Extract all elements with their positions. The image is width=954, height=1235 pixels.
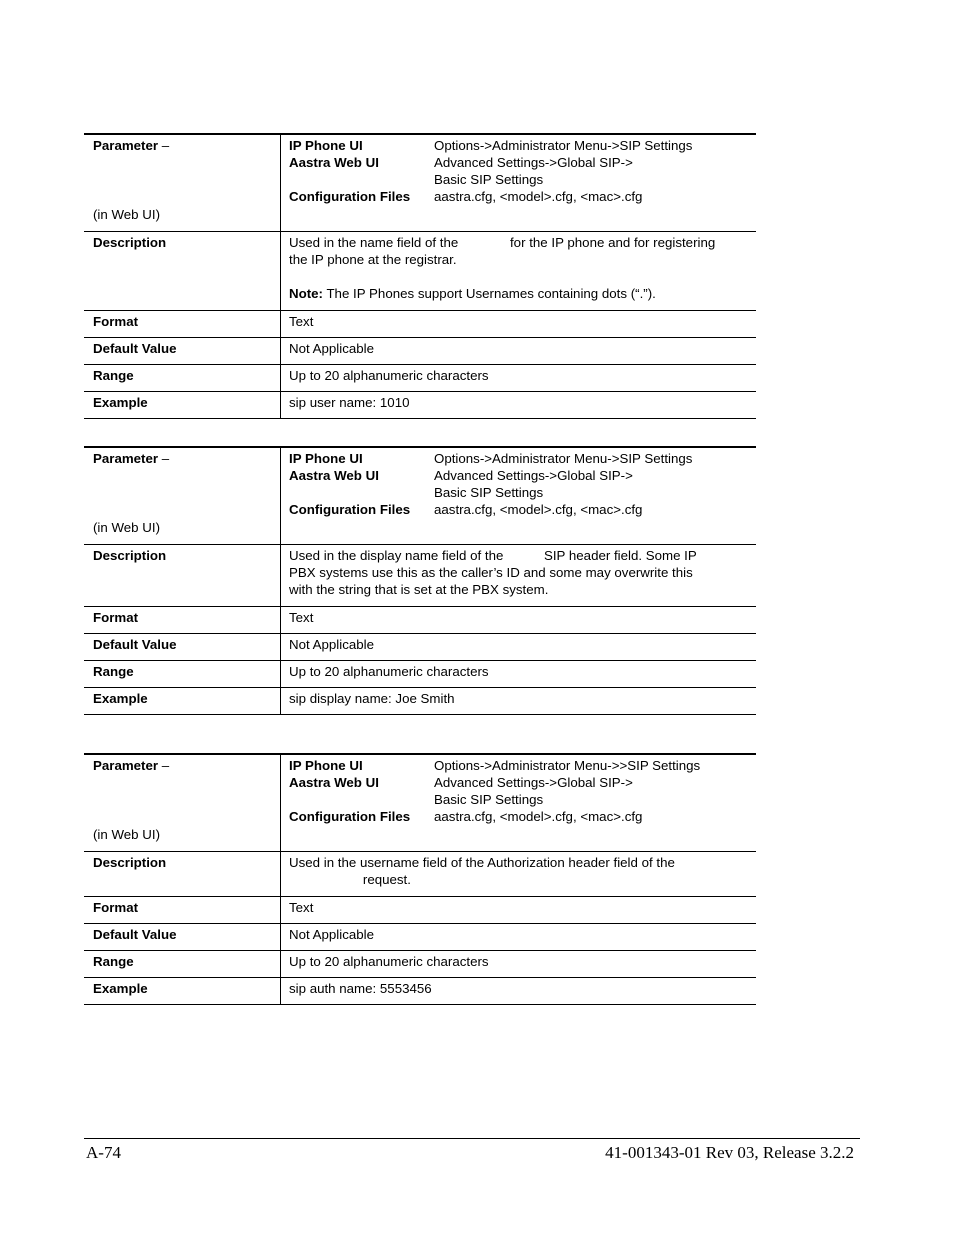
attribute-value: Up to 20 alphanumeric characters	[289, 954, 489, 969]
parameter-label: Parameter	[93, 758, 159, 773]
location-value	[434, 467, 756, 501]
description-row	[84, 545, 756, 607]
description-text	[281, 232, 756, 310]
parameter-row	[84, 135, 756, 232]
parameter-table	[84, 753, 756, 1005]
attribute-row	[84, 338, 756, 365]
attribute-row	[84, 634, 756, 661]
attribute-label: Range	[84, 365, 281, 391]
parameter-table	[84, 133, 756, 419]
attribute-value: Not Applicable	[289, 927, 375, 942]
parameter-name	[93, 450, 280, 467]
location-value-line: Basic SIP Settings	[434, 485, 544, 500]
description-text	[281, 545, 756, 606]
attribute-row	[84, 392, 756, 419]
location-key: Aastra Web UI	[289, 775, 379, 790]
web-ui-note: (in Web UI)	[93, 207, 160, 222]
attribute-row	[84, 978, 756, 1005]
web-ui-note: (in Web UI)	[93, 520, 160, 535]
description-label: Description	[84, 232, 281, 310]
attribute-label: Default Value	[84, 338, 281, 364]
location-value: aastra.cfg, <model>.cfg, <mac>.cfg	[434, 809, 643, 824]
parameter-label: Parameter	[93, 451, 159, 466]
attribute-label: Example	[84, 688, 281, 714]
parameter-dash: –	[158, 138, 170, 153]
description-row	[84, 232, 756, 311]
attribute-value: Text	[289, 610, 314, 625]
location-key: Aastra Web UI	[289, 155, 379, 170]
location-value-line: Basic SIP Settings	[434, 792, 544, 807]
location-key: Configuration Files	[289, 809, 411, 824]
location-value	[434, 154, 756, 188]
attribute-label: Default Value	[84, 634, 281, 660]
location-key: Aastra Web UI	[289, 468, 379, 483]
page-number: A-74	[86, 1143, 121, 1162]
document-id: 41-001343-01 Rev 03, Release 3.2.2	[605, 1143, 854, 1162]
description-line: PBX systems use this as the caller’s ID and some may overwrite this	[289, 565, 693, 580]
location-value-line: Advanced Settings->Global SIP->	[434, 468, 633, 483]
parameter-locations	[281, 135, 756, 231]
parameter-label-cell	[84, 448, 281, 544]
description-label: Description	[84, 545, 281, 606]
attribute-value: Not Applicable	[289, 637, 375, 652]
parameter-label-cell	[84, 135, 281, 231]
parameter-row	[84, 448, 756, 545]
description-line: Used in the display name field of the SIP header field. Some IP	[289, 548, 697, 563]
parameter-name	[93, 137, 280, 154]
location-key: Configuration Files	[289, 502, 411, 517]
attribute-label: Default Value	[84, 924, 281, 950]
description-line: Used in the name field of the for the IP phone and for registering	[289, 235, 716, 250]
attribute-row	[84, 688, 756, 715]
attribute-row	[84, 607, 756, 634]
attribute-row	[84, 661, 756, 688]
description-note	[289, 285, 756, 302]
location-key: Configuration Files	[289, 189, 411, 204]
location-value: Options->Administrator Menu->SIP Settings	[434, 138, 693, 153]
description-text	[281, 852, 756, 896]
location-value: aastra.cfg, <model>.cfg, <mac>.cfg	[434, 189, 643, 204]
attribute-label: Format	[84, 311, 281, 337]
note-text: The IP Phones support Usernames containing dots (“.”).	[322, 286, 656, 301]
parameter-table	[84, 446, 756, 715]
attribute-label: Example	[84, 978, 281, 1004]
attribute-value: sip auth name: 5553456	[289, 981, 432, 996]
location-grid	[289, 137, 756, 205]
parameter-label-cell	[84, 755, 281, 851]
attribute-value: sip display name: Joe Smith	[289, 691, 455, 706]
location-grid	[289, 757, 756, 825]
parameter-dash: –	[158, 758, 170, 773]
location-key: IP Phone UI	[289, 138, 363, 153]
attribute-label: Format	[84, 897, 281, 923]
description-line: with the string that is set at the PBX system.	[289, 582, 549, 597]
attribute-row	[84, 924, 756, 951]
location-value: aastra.cfg, <model>.cfg, <mac>.cfg	[434, 502, 643, 517]
attribute-value: Text	[289, 314, 314, 329]
location-value-line: Advanced Settings->Global SIP->	[434, 155, 633, 170]
attribute-row	[84, 311, 756, 338]
description-line: the IP phone at the registrar.	[289, 252, 457, 267]
attribute-value: Text	[289, 900, 314, 915]
attribute-label: Format	[84, 607, 281, 633]
location-grid	[289, 450, 756, 518]
attribute-value: sip user name: 1010	[289, 395, 410, 410]
description-row	[84, 852, 756, 897]
attribute-row	[84, 951, 756, 978]
description-label: Description	[84, 852, 281, 896]
attribute-row	[84, 897, 756, 924]
parameter-dash: –	[158, 451, 170, 466]
location-value	[434, 774, 756, 808]
parameter-label: Parameter	[93, 138, 159, 153]
description-gap	[289, 268, 756, 285]
location-value-line: Advanced Settings->Global SIP->	[434, 775, 633, 790]
parameter-locations	[281, 448, 756, 544]
attribute-label: Range	[84, 951, 281, 977]
description-line: Used in the username field of the Authorization header field of the	[289, 855, 675, 870]
location-value: Options->Administrator Menu->>SIP Settings	[434, 758, 701, 773]
parameter-name	[93, 757, 280, 774]
attribute-label: Example	[84, 392, 281, 418]
footer-divider	[84, 1138, 860, 1139]
location-key: IP Phone UI	[289, 451, 363, 466]
attribute-value: Not Applicable	[289, 341, 375, 356]
attribute-row	[84, 365, 756, 392]
note-label: Note:	[289, 286, 323, 301]
description-line: request.	[289, 872, 411, 887]
attribute-value: Up to 20 alphanumeric characters	[289, 664, 489, 679]
attribute-label: Range	[84, 661, 281, 687]
location-key: IP Phone UI	[289, 758, 363, 773]
web-ui-note: (in Web UI)	[93, 827, 160, 842]
location-value-line: Basic SIP Settings	[434, 172, 544, 187]
parameter-locations	[281, 755, 756, 851]
attribute-value: Up to 20 alphanumeric characters	[289, 368, 489, 383]
parameter-row	[84, 755, 756, 852]
location-value: Options->Administrator Menu->SIP Settings	[434, 451, 693, 466]
